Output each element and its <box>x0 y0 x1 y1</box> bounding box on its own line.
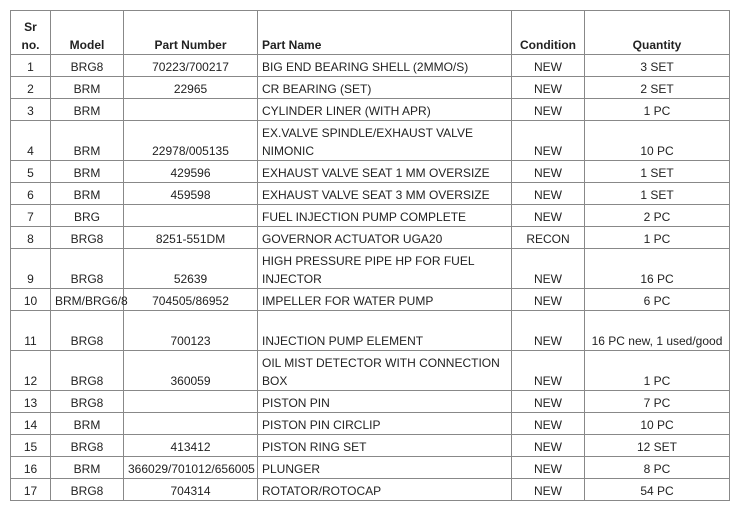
cell-part-number: 459598 <box>124 183 258 205</box>
cell-sr: 1 <box>11 55 51 77</box>
cell-condition: NEW <box>512 161 585 183</box>
cell-part-number <box>124 391 258 413</box>
cell-part-name: EXHAUST VALVE SEAT 1 MM OVERSIZE <box>258 161 512 183</box>
table-row <box>11 249 730 289</box>
cell-model: BRG8 <box>51 227 124 249</box>
cell-part-number <box>124 413 258 435</box>
table-row <box>11 205 730 227</box>
table-row <box>11 161 730 183</box>
cell-model: BRM <box>51 121 124 161</box>
table-row <box>11 77 730 99</box>
table-body <box>11 55 730 501</box>
cell-sr: 9 <box>11 249 51 289</box>
cell-condition: NEW <box>512 479 585 501</box>
cell-condition: RECON <box>512 227 585 249</box>
cell-model: BRM <box>51 183 124 205</box>
cell-quantity: 12 SET <box>585 435 730 457</box>
cell-part-number: 22965 <box>124 77 258 99</box>
cell-part-name: HIGH PRESSURE PIPE HP FOR FUEL INJECTOR <box>258 249 512 289</box>
cell-quantity: 8 PC <box>585 457 730 479</box>
table-row <box>11 351 730 391</box>
cell-model: BRG8 <box>51 249 124 289</box>
cell-part-name: PISTON PIN <box>258 391 512 413</box>
cell-part-name: INJECTION PUMP ELEMENT <box>258 311 512 351</box>
cell-part-number: 22978/005135 <box>124 121 258 161</box>
cell-part-name: EXHAUST VALVE SEAT 3 MM OVERSIZE <box>258 183 512 205</box>
cell-part-number: 704505/86952 <box>124 289 258 311</box>
table-row <box>11 99 730 121</box>
cell-model: BRM <box>51 99 124 121</box>
cell-condition: NEW <box>512 55 585 77</box>
header-part-number: Part Number <box>124 11 258 55</box>
cell-model: BRM/BRG6/8 <box>51 289 124 311</box>
cell-part-number: 429596 <box>124 161 258 183</box>
cell-sr: 11 <box>11 311 51 351</box>
cell-model: BRG8 <box>51 311 124 351</box>
parts-table-container <box>10 10 730 501</box>
cell-part-number: 366029/701012/656005 <box>124 457 258 479</box>
cell-condition: NEW <box>512 99 585 121</box>
cell-quantity: 54 PC <box>585 479 730 501</box>
cell-part-name: CR BEARING (SET) <box>258 77 512 99</box>
cell-quantity: 1 SET <box>585 183 730 205</box>
cell-sr: 7 <box>11 205 51 227</box>
cell-part-number: 70223/700217 <box>124 55 258 77</box>
cell-quantity: 16 PC new, 1 used/good <box>585 311 730 351</box>
cell-model: BRG8 <box>51 479 124 501</box>
cell-sr: 3 <box>11 99 51 121</box>
header-part-name: Part Name <box>258 11 512 55</box>
cell-part-number: 413412 <box>124 435 258 457</box>
cell-part-number <box>124 205 258 227</box>
cell-model: BRM <box>51 457 124 479</box>
cell-model: BRG8 <box>51 351 124 391</box>
cell-condition: NEW <box>512 351 585 391</box>
cell-model: BRM <box>51 161 124 183</box>
table-row <box>11 227 730 249</box>
cell-part-name: ROTATOR/ROTOCAP <box>258 479 512 501</box>
cell-sr: 6 <box>11 183 51 205</box>
cell-quantity: 16 PC <box>585 249 730 289</box>
cell-part-name: CYLINDER LINER (WITH APR) <box>258 99 512 121</box>
cell-sr: 13 <box>11 391 51 413</box>
cell-sr: 4 <box>11 121 51 161</box>
cell-part-number: 700123 <box>124 311 258 351</box>
cell-quantity: 10 PC <box>585 121 730 161</box>
cell-part-name: PLUNGER <box>258 457 512 479</box>
cell-part-name: BIG END BEARING SHELL (2MMO/S) <box>258 55 512 77</box>
cell-part-number: 360059 <box>124 351 258 391</box>
cell-quantity: 6 PC <box>585 289 730 311</box>
cell-condition: NEW <box>512 391 585 413</box>
cell-sr: 10 <box>11 289 51 311</box>
cell-model: BRG <box>51 205 124 227</box>
cell-condition: NEW <box>512 435 585 457</box>
cell-part-number: 704314 <box>124 479 258 501</box>
cell-part-number: 52639 <box>124 249 258 289</box>
cell-condition: NEW <box>512 77 585 99</box>
cell-condition: NEW <box>512 183 585 205</box>
cell-part-name: EX.VALVE SPINDLE/EXHAUST VALVE NIMONIC <box>258 121 512 161</box>
cell-condition: NEW <box>512 413 585 435</box>
cell-sr: 17 <box>11 479 51 501</box>
cell-model: BRM <box>51 77 124 99</box>
cell-quantity: 1 SET <box>585 161 730 183</box>
cell-part-number: 8251-551DM <box>124 227 258 249</box>
cell-part-name: PISTON PIN CIRCLIP <box>258 413 512 435</box>
cell-quantity: 1 PC <box>585 99 730 121</box>
table-row <box>11 413 730 435</box>
parts-table <box>10 10 730 501</box>
cell-quantity: 7 PC <box>585 391 730 413</box>
cell-condition: NEW <box>512 457 585 479</box>
cell-condition: NEW <box>512 121 585 161</box>
cell-quantity: 2 PC <box>585 205 730 227</box>
table-row <box>11 435 730 457</box>
cell-part-name: OIL MIST DETECTOR WITH CONNECTION BOX <box>258 351 512 391</box>
table-row <box>11 55 730 77</box>
cell-condition: NEW <box>512 289 585 311</box>
cell-sr: 5 <box>11 161 51 183</box>
header-condition: Condition <box>512 11 585 55</box>
table-row <box>11 121 730 161</box>
cell-quantity: 2 SET <box>585 77 730 99</box>
cell-model: BRM <box>51 413 124 435</box>
cell-condition: NEW <box>512 205 585 227</box>
header-quantity: Quantity <box>585 11 730 55</box>
cell-quantity: 1 PC <box>585 351 730 391</box>
cell-part-number <box>124 99 258 121</box>
cell-quantity: 3 SET <box>585 55 730 77</box>
cell-sr: 12 <box>11 351 51 391</box>
header-model: Model <box>51 11 124 55</box>
cell-sr: 14 <box>11 413 51 435</box>
cell-model: BRG8 <box>51 435 124 457</box>
header-sr: Sr no. <box>11 11 51 55</box>
table-row <box>11 311 730 351</box>
cell-sr: 2 <box>11 77 51 99</box>
cell-part-name: IMPELLER FOR WATER PUMP <box>258 289 512 311</box>
cell-condition: NEW <box>512 249 585 289</box>
cell-quantity: 10 PC <box>585 413 730 435</box>
table-row <box>11 391 730 413</box>
cell-sr: 16 <box>11 457 51 479</box>
cell-sr: 8 <box>11 227 51 249</box>
cell-model: BRG8 <box>51 391 124 413</box>
cell-model: BRG8 <box>51 55 124 77</box>
table-row <box>11 289 730 311</box>
cell-part-name: PISTON RING SET <box>258 435 512 457</box>
cell-quantity: 1 PC <box>585 227 730 249</box>
table-row <box>11 479 730 501</box>
cell-part-name: GOVERNOR ACTUATOR UGA20 <box>258 227 512 249</box>
table-row <box>11 457 730 479</box>
cell-sr: 15 <box>11 435 51 457</box>
header-row <box>11 11 730 55</box>
cell-condition: NEW <box>512 311 585 351</box>
table-row <box>11 183 730 205</box>
cell-part-name: FUEL INJECTION PUMP COMPLETE <box>258 205 512 227</box>
